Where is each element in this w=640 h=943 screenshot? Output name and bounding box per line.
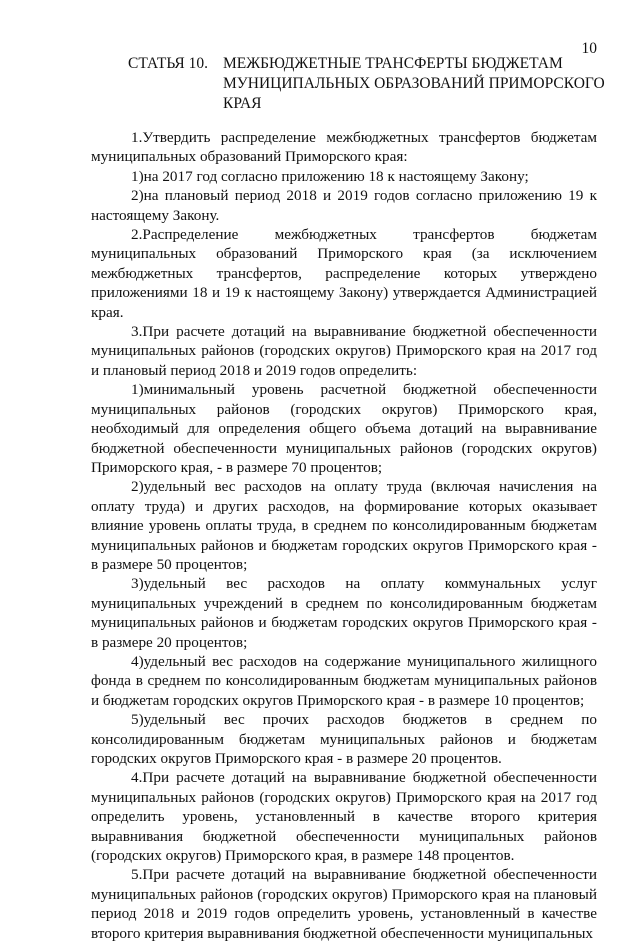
page-number: 10 — [581, 40, 597, 57]
paragraph-5: 5.При расчете дотаций на выравнивание бюджетной обеспеченности муниципальных районов (городских округов) Приморского края на плановый период 2018 и 2019 годов определить уровень, установленный в качестве второго критерия выравнивания бюджетной обеспеченности муниципальных — [91, 866, 597, 942]
paragraph-2: 2.Распределение межбюджетных трансфертов бюджетам муниципальных образований Приморского края (за исключением межбюджетных трансфертов, распределение которых утверждено приложениями 18 и 19 к настоящему Закону) утверждается Администрацией края. — [91, 226, 597, 321]
article-heading-row-2 — [128, 74, 605, 94]
paragraph-3-item-3: 3)удельный вес расходов на оплату коммунальных услуг муниципальных учреждений в среднем по консолидированным бюджетам муниципальных районов и бюджетам городских округов Приморского края - в размере 20 процентов; — [91, 575, 597, 651]
article-title-line-1: МЕЖБЮДЖЕТНЫЕ ТРАНСФЕРТЫ БЮДЖЕТАМ — [223, 55, 563, 72]
article-title-line-3: КРАЯ — [223, 95, 262, 112]
paragraph-1: 1.Утвердить распределение межбюджетных трансфертов бюджетам муниципальных образований Приморского края: — [91, 129, 597, 166]
article-label: СТАТЬЯ 10. — [128, 55, 208, 72]
paragraph-3: 3.При расчете дотаций на выравнивание бюджетной обеспеченности муниципальных районов (городских округов) Приморского края на 2017 год и плановый период 2018 и 2019 годов определить: — [91, 323, 597, 379]
article-heading-row-3 — [128, 94, 598, 114]
paragraph-3-item-4: 4)удельный вес расходов на содержание муниципального жилищного фонда в среднем по консолидированным бюджетам муниципальных районов и бюджетам городских округов Приморского края - в размере 10 процентов; — [91, 652, 597, 709]
paragraph-1-item-1: 1)на 2017 год согласно приложению 18 к настоящему Закону; — [131, 167, 529, 185]
paragraph-3-item-2: 2)удельный вес расходов на оплату труда (включая начисления на оплату труда) и других расходов, на формирование которых оказывает влияние уровень оплаты труда, в среднем по консолидированным бюджетам муниципальных районов и бюджетам городских округов Приморского края - в размере 50 процентов; — [91, 478, 597, 573]
paragraph-3-item-5: 5)удельный вес прочих расходов бюджетов в среднем по консолидированным бюджетам муниципальных районов и бюджетам городских округов Приморского края - в размере 20 процентов. — [91, 711, 597, 767]
paragraph-4: 4.При расчете дотаций на выравнивание бюджетной обеспеченности муниципальных районов (городских округов) Приморского края на 2017 год определить уровень, установленный в качестве второго критерия выравнивания бюджетной обеспеченности муниципальных районов (городских округов) Приморского края, в размере 148 процентов. — [91, 769, 597, 865]
paragraph-3-item-1: 1)минимальный уровень расчетной бюджетной обеспеченности муниципальных районов (городских округов) Приморского края, необходимый для определения общего объема дотаций на выравнивание бюджетной обеспеченности муниципальных районов (городских округов) Приморского края, - в размере 70 процентов; — [91, 381, 597, 476]
paragraph-1-item-2: 2)на плановый период 2018 и 2019 годов согласно приложению 19 к настоящему Закону. — [91, 187, 597, 224]
article-body — [91, 128, 597, 943]
article-heading-row-1 — [128, 54, 598, 74]
article-title-line-2: МУНИЦИПАЛЬНЫХ ОБРАЗОВАНИЙ ПРИМОРСКОГО — [223, 75, 605, 92]
article-heading — [128, 54, 605, 114]
